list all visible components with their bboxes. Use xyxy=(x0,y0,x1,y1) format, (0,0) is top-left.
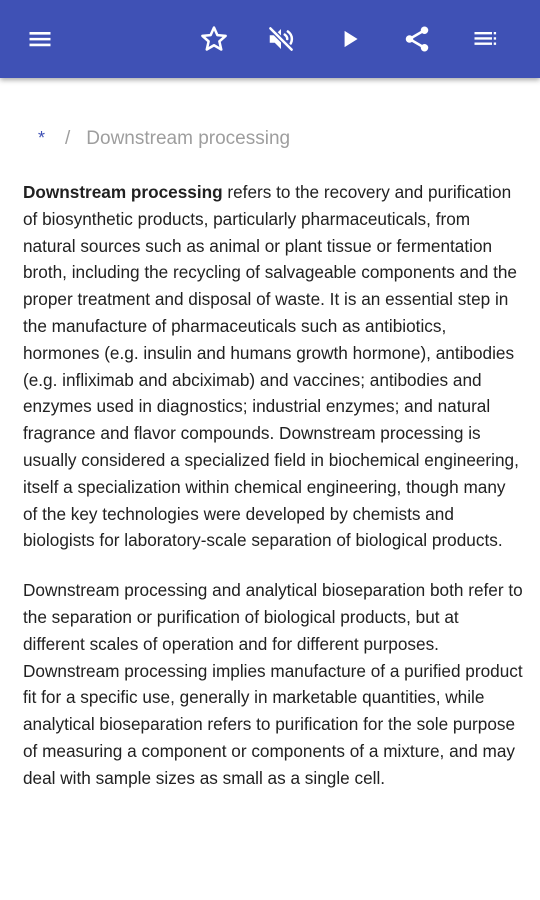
article-paragraph xyxy=(23,577,523,791)
article-term: Downstream processing xyxy=(23,182,223,202)
play-button[interactable] xyxy=(325,14,375,64)
article-body xyxy=(23,179,523,815)
share-icon xyxy=(402,24,432,54)
list-icon xyxy=(471,25,499,53)
breadcrumb-current: Downstream processing xyxy=(86,128,291,149)
play-icon xyxy=(337,26,363,52)
breadcrumb xyxy=(38,128,290,150)
contents-button[interactable] xyxy=(460,14,510,64)
menu-button[interactable] xyxy=(15,14,65,64)
favorite-button[interactable] xyxy=(189,14,239,64)
breadcrumb-separator: / xyxy=(65,128,71,149)
article-content[interactable] xyxy=(0,78,540,900)
app-bar xyxy=(0,0,540,78)
breadcrumb-home-link[interactable]: * xyxy=(38,128,46,148)
paragraph-text: Downstream processing and analytical bioseparation both refer to the separation or purification of biological products, but at different scales of operation and for different purposes. Downstream processing implies manufacture of a purified product fit for a specific use, generally in marketable quantities, while analytical bioseparation refers to purification for the sole purpose of measuring a component or components of a mixture, and may deal with sample sizes as small as a single cell. xyxy=(23,580,523,788)
share-button[interactable] xyxy=(392,14,442,64)
star-outline-icon xyxy=(199,24,229,54)
article-paragraph xyxy=(23,179,523,554)
volume-off-icon xyxy=(266,24,296,54)
paragraph-text: refers to the recovery and purification of biosynthetic products, particularly pharmaceuticals, from natural sources such as animal or plant tissue or fermentation broth, including the recycling of salvageable components and the proper treatment and disposal of waste. It is an essential step in the manufacture of pharmaceuticals such as antibiotics, hormones (e.g. insulin and humans growth hormone), antibodies (e.g. infliximab and abciximab) and vaccines; antibodies and enzymes used in diagnostics; industrial enzymes; and natural fragrance and flavor compounds. Downstream processing is usually considered a specialized field in biochemical engineering, itself a specialization within chemical engineering, though many of the key technologies were developed by chemists and biologists for laboratory-scale separation of biological products. xyxy=(23,182,519,551)
mute-button[interactable] xyxy=(256,14,306,64)
hamburger-menu-icon xyxy=(26,25,54,53)
